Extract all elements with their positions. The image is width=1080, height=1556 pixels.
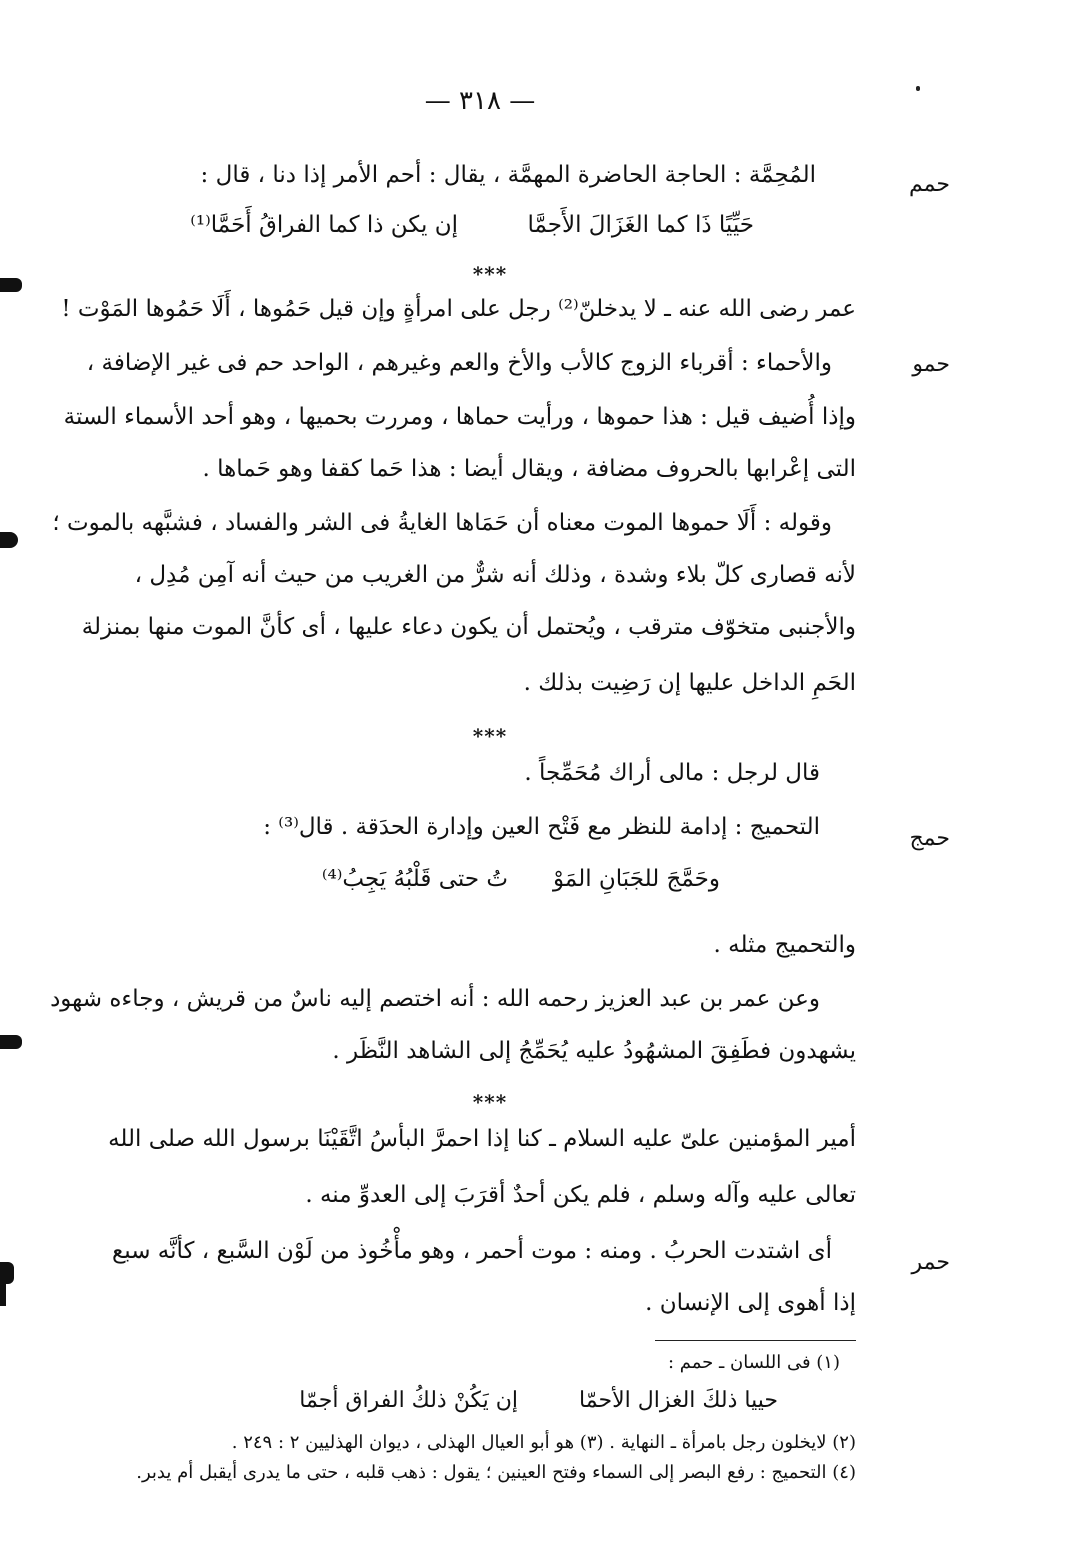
entry2-line: وإذا أُضيف قيل : هذا حموها ، ورأيت حماها ، ومررت بحميها ، وهو أحد الأسماء الستة — [63, 404, 856, 430]
verse-hemistich-left: إن يكن ذا كما الفراقُ أَحَمَّا⁽¹⁾ — [190, 212, 458, 238]
margin-headword-hamm: حمم — [909, 172, 950, 197]
entry4-line: أمير المؤمنين علىّ عليه السلام ـ كنا إذا احمرَّ البأسُ اتَّقَيْنَا برسول الله صلى الله — [108, 1126, 856, 1152]
entry3-line: قال لرجل : مالى أراك مُحَمِّجاً . — [524, 760, 820, 786]
entry2-line: التى إعْرابها بالحروف مضافة ، ويقال أيضا : هذا حَما كقفا وهو حَماها . — [202, 456, 856, 482]
verse-hemistich-left: تُ حتى قَلْبُهُ يَجِبُ⁽⁴⁾ — [321, 866, 508, 892]
entry4-line: إذا أهوى إلى الإنسان . — [645, 1290, 856, 1316]
scan-edge-mark — [0, 1035, 22, 1049]
section-separator: *** — [472, 1090, 508, 1114]
entry3-line: يشهدون فطَفِقَ المشهُودُ عليه يُحَمِّجُ إلى الشاهد النَّظَر . — [332, 1038, 856, 1064]
footnote-2-3: (٢) لايخلون رجل بامرأة ـ النهاية . (٣) هو أبو العيال الهذلى ، ديوان الهذليين ٢ : ٢٤٩ . — [231, 1432, 856, 1453]
footnote-rule — [655, 1340, 856, 1341]
entry1-line: المُحِمَّة : الحاجة الحاضرة المهمَّة ، يقال : أحم الأمر إذا دنا ، قال : — [200, 162, 816, 188]
footnote-4: (٤) التحميج : رفع البصر إلى السماء وفتح العينين ؛ يقول : ذهب قلبه ، حتى ما يدرى أيقبل أم يدبر. — [136, 1462, 856, 1483]
entry3-line: والتحميج مثله . — [713, 932, 856, 958]
scan-edge-mark — [0, 532, 18, 548]
entry3-line: وعن عمر بن عبد العزيز رحمه الله : أنه اختصم إليه ناسٌ من قريش ، وجاءه شهود — [50, 986, 820, 1012]
footnote-verse-right: حييا ذلكَ الغزال الأحمّا — [579, 1388, 778, 1413]
entry2-line: الحَمِ الداخل عليها إن رَضِيت بذلك . — [523, 670, 856, 696]
page-number: — ٣١٨ — — [424, 86, 536, 116]
entry2-line: والأحماء : أقرباء الزوج كالأب والأخ والعم وغيرهم ، الواحد حم فى غير الإضافة ، — [86, 350, 832, 376]
verse-hemistich-right: وحَمَّجَ للجَبَانِ المَوْ — [553, 866, 720, 892]
margin-headword-hamj: حمج — [909, 826, 950, 851]
scan-edge-mark — [0, 1262, 6, 1306]
footnote-verse-left: إن يَكُنْ ذلكُ الفراق أجمّا — [299, 1388, 518, 1413]
verse-hemistich-right: حَيِّيًا ذَا كما الغَزَالَ الأَجمَّا — [527, 212, 754, 238]
margin-headword-hamr: حمر — [911, 1250, 950, 1275]
entry2-line: لأنه قصارى كلّ بلاء وشدة ، وذلك أنه شرٌّ من الغريب من حيث أنه آمِن مُدِل ، — [134, 562, 856, 588]
entry4-line: تعالى عليه وآله وسلم ، فلم يكن أحدٌ أقرَبَ إلى العدوِّ منه . — [305, 1182, 856, 1208]
entry2-line: والأجنبى متخوّف مترقب ، ويُحتمل أن يكون دعاء عليها ، أى كأنَّ الموت منها بمنزلة — [81, 614, 856, 640]
section-separator: *** — [472, 724, 508, 748]
ink-speck — [916, 86, 920, 91]
entry3-line: التحميج : إدامة للنظر مع فَتْح العين وإدارة الحدَقة . قال⁽³⁾ : — [263, 814, 820, 840]
entry2-line: وقوله : أَلَا حموها الموت معناه أن حَمَاها الغايةُ فى الشر والفساد ، فشبَّهه بالموت ؛ — [52, 510, 832, 536]
margin-headword-hamw: حمو — [912, 352, 950, 377]
section-separator: *** — [472, 262, 508, 286]
footnote-1: (١) فى اللسان ـ حمم : — [668, 1352, 840, 1373]
entry2-line: عمر رضى الله عنه ـ لا يدخلنّ⁽²⁾ رجل على امرأةٍ وإن قيل حَمُوها ، أَلَا حَمُوها المَوْت ! — [61, 296, 856, 322]
entry4-line: أى اشتدت الحربُ . ومنه : موت أحمر ، وهو مأْخُوذ من لَوْن السَّبع ، كأنَّه سبع — [112, 1238, 832, 1264]
